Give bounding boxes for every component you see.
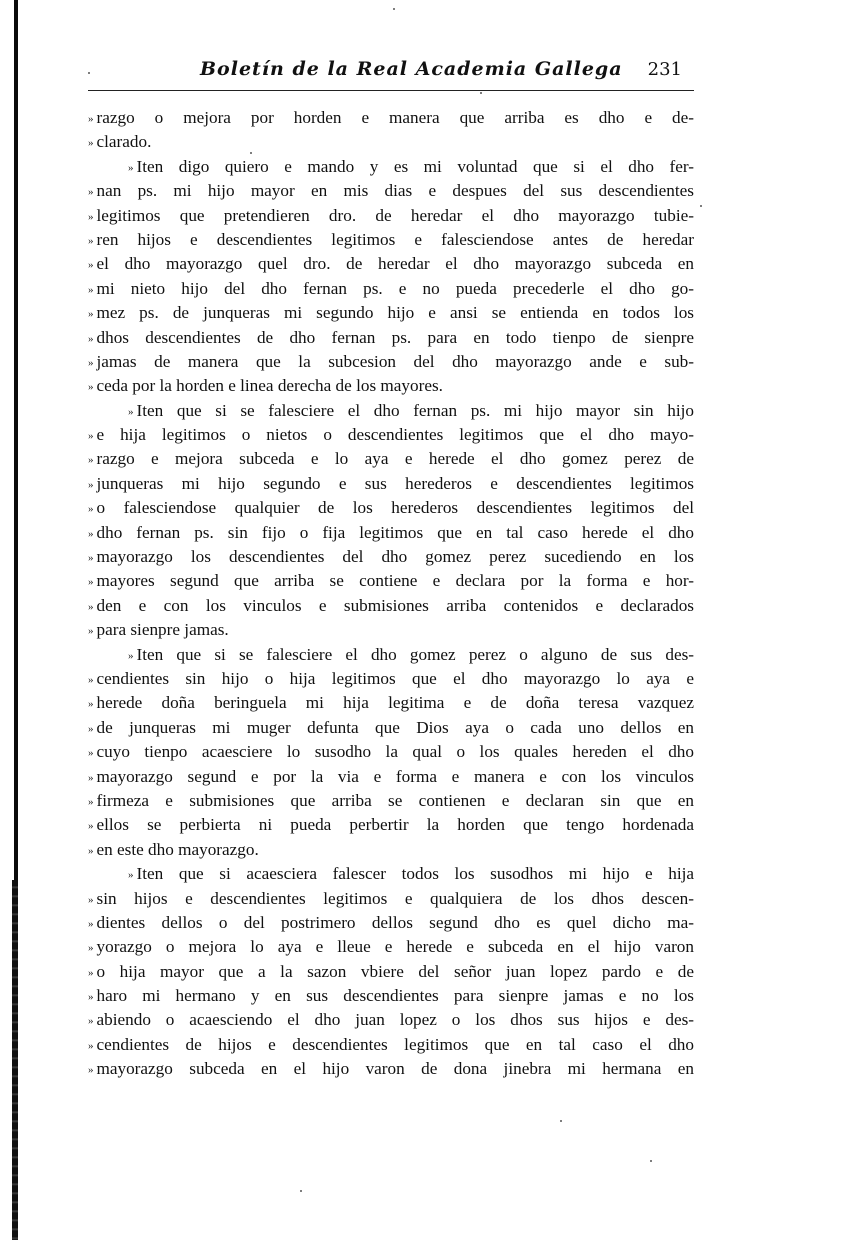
- quote-mark: »: [88, 503, 94, 516]
- quote-mark: »: [88, 844, 94, 857]
- line-text: yorazgo o mejora lo aya e lleue e herede e subceda en el hijo varon: [96, 937, 694, 957]
- journal-title: Boletín de la Real Academia Gallega: [200, 58, 623, 80]
- line-text: el dho mayorazgo quel dro. de heredar el dho mayorazgo subceda en: [96, 254, 694, 274]
- quote-mark: »: [88, 893, 94, 906]
- text-line: [88, 277, 694, 301]
- quote-mark: »: [88, 698, 94, 711]
- text-line: [88, 252, 694, 276]
- text-line: [88, 423, 694, 447]
- line-text: de junqueras mi muger defunta que Dios aya o cada uno dellos en: [96, 717, 694, 737]
- text-line: [88, 545, 694, 569]
- line-text: mayorazgo los descendientes del dho gomez perez sucediendo en los: [96, 547, 694, 567]
- text-line: [88, 301, 694, 325]
- text-line: [88, 228, 694, 252]
- quote-mark: »: [88, 454, 94, 467]
- text-line: [88, 862, 694, 886]
- quote-mark: »: [128, 869, 134, 882]
- line-text: Iten que si se falesciere el dho gomez perez o alguno de sus des-: [136, 644, 694, 664]
- line-text: mez ps. de junqueras mi segundo hijo e ansi se entienda en todos los: [96, 303, 694, 323]
- quote-mark: »: [88, 234, 94, 247]
- line-text: Iten digo quiero e mando y es mi voluntad que si el dho fer-: [136, 156, 694, 176]
- text-line: [88, 1057, 694, 1081]
- quote-mark: »: [88, 771, 94, 784]
- scan-speck: [393, 8, 395, 10]
- quote-mark: »: [88, 600, 94, 613]
- line-text: herede doña beringuela mi hija legitima e de doña teresa vazquez: [96, 693, 694, 713]
- line-text: mayorazgo subceda en el hijo varon de dona jinebra mi hermana en: [96, 1059, 694, 1079]
- line-text: dho fernan ps. sin fijo o fija legitimos que en tal caso herede el dho: [96, 522, 694, 542]
- quote-mark: »: [128, 161, 134, 174]
- text-line: [88, 1033, 694, 1057]
- quote-mark: »: [88, 1015, 94, 1028]
- line-text: clarado.: [96, 132, 152, 152]
- text-line: [88, 838, 694, 862]
- text-line: [88, 643, 694, 667]
- text-line: [88, 106, 694, 130]
- text-line: [88, 691, 694, 715]
- text-line: [88, 911, 694, 935]
- quote-mark: »: [128, 649, 134, 662]
- line-text: firmeza e submisiones que arriba se contienen e declaran sin que en: [96, 790, 694, 810]
- line-text: cendientes sin hijo o hija legitimos que el dho mayorazgo lo aya e: [96, 668, 694, 688]
- text-line: [88, 447, 694, 471]
- line-text: mayorazgo segund e por la via e forma e manera e con los vinculos: [96, 766, 694, 786]
- quote-mark: »: [88, 795, 94, 808]
- line-text: den e con los vinculos e submisiones arriba contenidos e declarados: [96, 595, 694, 615]
- quote-mark: »: [88, 137, 94, 150]
- scan-speck: [250, 152, 252, 154]
- scan-binding-edge-lower: [12, 880, 18, 1240]
- quote-mark: »: [88, 942, 94, 955]
- text-line: [88, 374, 694, 398]
- line-text: junqueras mi hijo segundo e sus herederos e descendientes legitimos: [96, 473, 694, 493]
- scan-speck: [560, 1120, 562, 1122]
- quote-mark: »: [88, 259, 94, 272]
- quote-mark: »: [88, 966, 94, 979]
- line-text: Iten que si acaesciera falescer todos los susodhos mi hijo e hija: [136, 864, 694, 884]
- scan-speck: [650, 1160, 652, 1162]
- quote-mark: »: [88, 430, 94, 443]
- text-line: [88, 350, 694, 374]
- line-text: dientes dellos o del postrimero dellos segund dho es quel dicho ma-: [96, 912, 694, 932]
- line-text: razgo e mejora subceda e lo aya e herede el dho gomez perez de: [96, 449, 694, 469]
- quote-mark: »: [128, 405, 134, 418]
- quote-mark: »: [88, 113, 94, 125]
- text-line: [88, 667, 694, 691]
- line-text: nan ps. mi hijo mayor en mis dias e despues del sus descendientes: [96, 181, 694, 201]
- text-line: [88, 1008, 694, 1032]
- text-line: [88, 887, 694, 911]
- text-line: [88, 130, 694, 154]
- line-text: o falesciendose qualquier de los herederos descendientes legitimos del: [96, 498, 694, 518]
- line-text: ceda por la horden e linea derecha de los mayores.: [96, 376, 443, 396]
- text-line: [88, 204, 694, 228]
- text-line: [88, 716, 694, 740]
- line-text: mi nieto hijo del dho fernan ps. e no pueda precederle el dho go-: [96, 278, 694, 298]
- quote-mark: »: [88, 308, 94, 321]
- text-line: [88, 569, 694, 593]
- line-text: dhos descendientes de dho fernan ps. para en todo tienpo de sienpre: [96, 327, 694, 347]
- scan-speck: [88, 72, 90, 74]
- body-text: [88, 106, 694, 1082]
- quote-mark: »: [88, 186, 94, 199]
- line-text: haro mi hermano y en sus descendientes para sienpre jamas e no los: [96, 986, 694, 1006]
- text-line: [88, 740, 694, 764]
- text-line: [88, 984, 694, 1008]
- line-text: abiendo o acaesciendo el dho juan lopez o los dhos sus hijos e des-: [96, 1010, 694, 1030]
- text-line: [88, 155, 694, 179]
- line-text: ellos se perbierta ni pueda perbertir la horden que tengo hordenada: [96, 815, 694, 835]
- line-text: cendientes de hijos e descendientes legitimos que en tal caso el dho: [96, 1034, 694, 1054]
- quote-mark: »: [88, 332, 94, 345]
- line-text: jamas de manera que la subcesion del dho mayorazgo ande e sub-: [96, 351, 694, 371]
- scan-speck: [700, 205, 702, 207]
- line-text: para sienpre jamas.: [96, 620, 229, 640]
- quote-mark: »: [88, 381, 94, 394]
- quote-mark: »: [88, 820, 94, 833]
- text-line: [88, 472, 694, 496]
- quote-mark: »: [88, 673, 94, 686]
- quote-mark: »: [88, 1064, 94, 1077]
- running-head: [88, 58, 694, 88]
- text-line: [88, 326, 694, 350]
- line-text: en este dho mayorazgo.: [96, 839, 259, 859]
- text-line: [88, 399, 694, 423]
- text-line: [88, 789, 694, 813]
- line-text: cuyo tienpo acaesciere lo susodho la qual o los quales hereden el dho: [96, 742, 694, 762]
- quote-mark: »: [88, 625, 94, 638]
- quote-mark: »: [88, 747, 94, 760]
- quote-mark: »: [88, 917, 94, 930]
- line-text: sin hijos e descendientes legitimos e qualquiera de los dhos descen-: [96, 888, 694, 908]
- text-line: [88, 935, 694, 959]
- text-line: [88, 179, 694, 203]
- text-line: [88, 521, 694, 545]
- text-line: [88, 618, 694, 642]
- text-line: [88, 765, 694, 789]
- line-text: o hija mayor que a la sazon vbiere del señor juan lopez pardo e de: [96, 961, 694, 981]
- header-rule: [88, 90, 694, 91]
- line-text: razgo o mejora por horden e manera que arriba es dho e de-: [96, 108, 694, 127]
- quote-mark: »: [88, 210, 94, 223]
- quote-mark: »: [88, 722, 94, 735]
- quote-mark: »: [88, 576, 94, 589]
- line-text: ren hijos e descendientes legitimos e falesciendose antes de heredar: [96, 229, 694, 249]
- quote-mark: »: [88, 356, 94, 369]
- line-text: e hija legitimos o nietos o descendientes legitimos que el dho mayo-: [96, 425, 694, 445]
- page-number: 231: [647, 59, 682, 80]
- line-text: Iten que si se falesciere el dho fernan ps. mi hijo mayor sin hijo: [136, 400, 694, 420]
- quote-mark: »: [88, 552, 94, 565]
- quote-mark: »: [88, 1039, 94, 1052]
- line-text: legitimos que pretendieren dro. de heredar el dho mayorazgo tubie-: [96, 205, 694, 225]
- scan-speck: [300, 1190, 302, 1192]
- text-line: [88, 594, 694, 618]
- quote-mark: »: [88, 478, 94, 491]
- quote-mark: »: [88, 991, 94, 1004]
- line-text: mayores segund que arriba se contiene e declara por la forma e hor-: [96, 571, 694, 591]
- text-line: [88, 813, 694, 837]
- quote-mark: »: [88, 283, 94, 296]
- quote-mark: »: [88, 527, 94, 540]
- text-line: [88, 496, 694, 520]
- text-line: [88, 960, 694, 984]
- scan-speck: [480, 92, 482, 94]
